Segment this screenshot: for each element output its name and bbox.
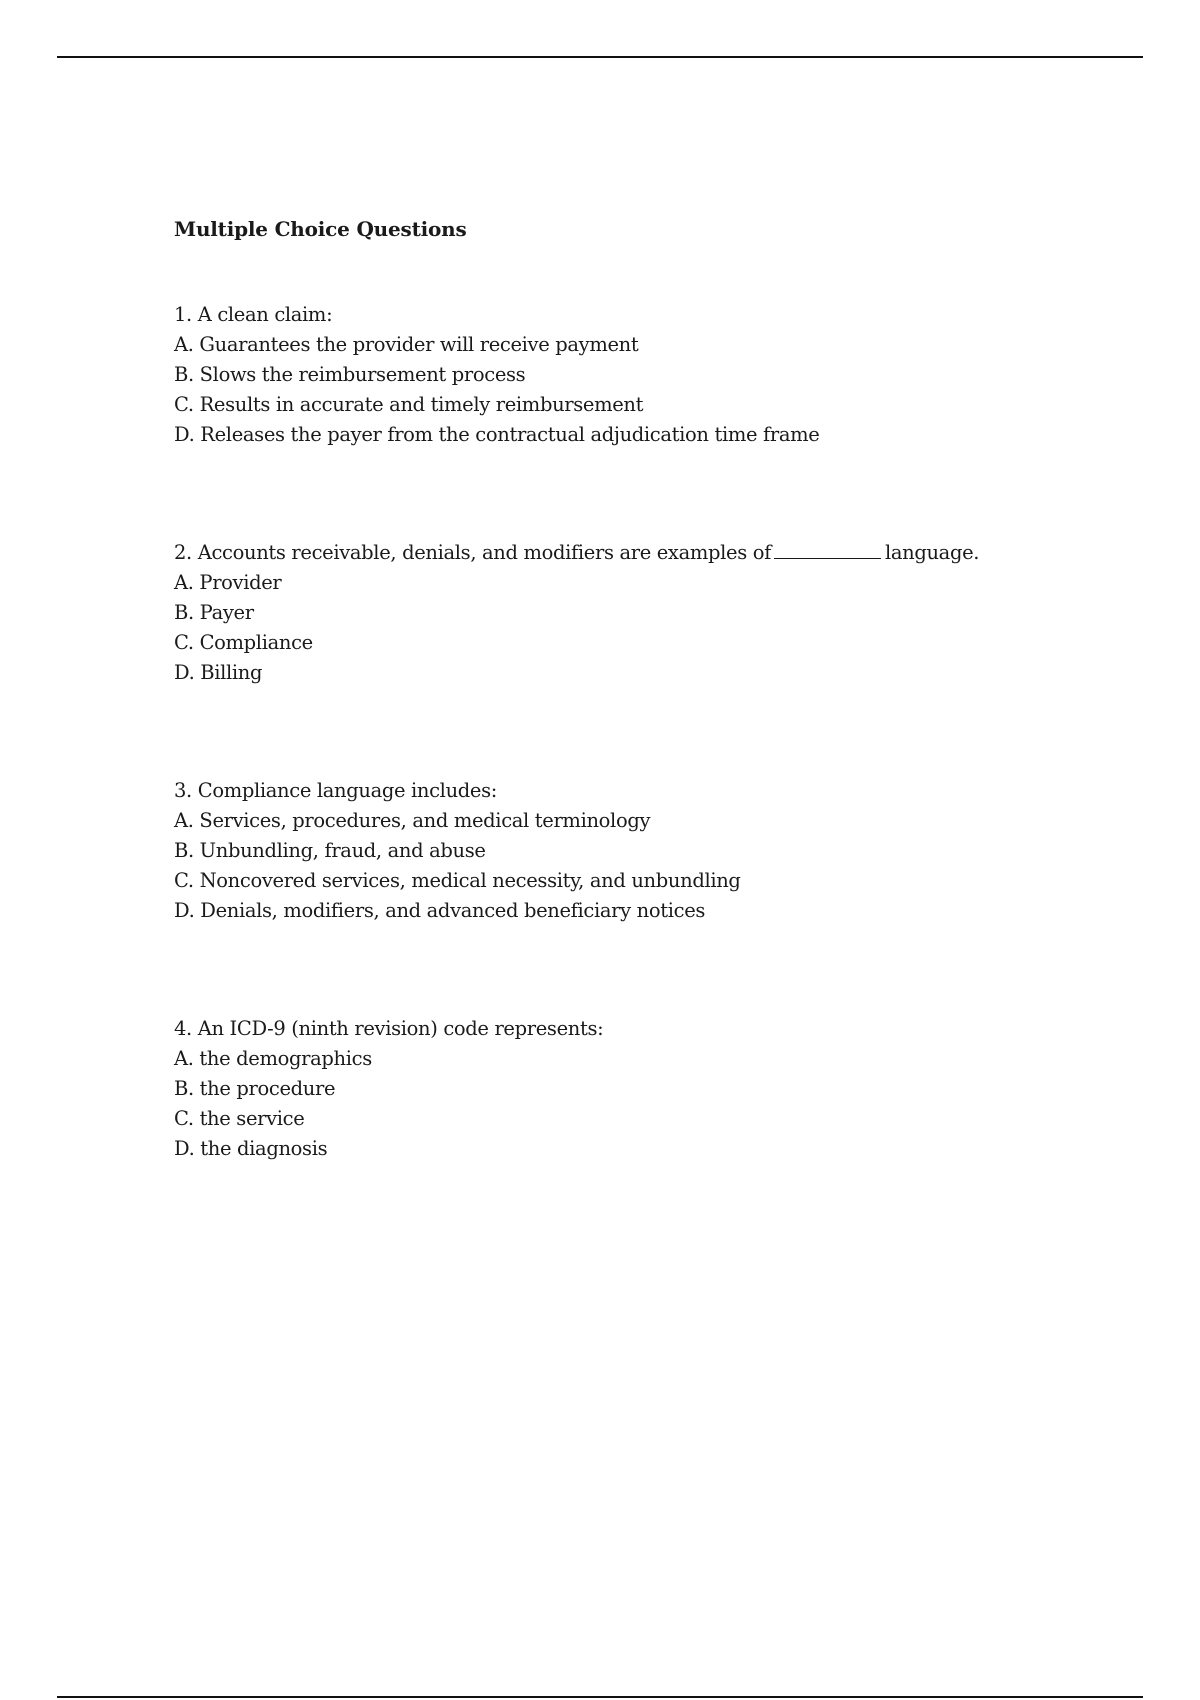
- question-4: [174, 1014, 603, 1164]
- answer-option-b: B. Unbundling, fraud, and abuse: [174, 839, 486, 862]
- question-3: [174, 776, 741, 926]
- answer-option-d: D. Billing: [174, 661, 263, 684]
- page-bottom-rule: [57, 1696, 1143, 1698]
- answer-option-b: B. the procedure: [174, 1077, 336, 1100]
- page-top-rule: [57, 56, 1143, 58]
- answer-option-a: A. Services, procedures, and medical terminology: [174, 809, 651, 832]
- fill-in-blank: [774, 538, 881, 559]
- answer-option-b: B. Slows the reimbursement process: [174, 363, 526, 386]
- answer-option-c: C. the service: [174, 1107, 305, 1130]
- answer-option-a: A. the demographics: [174, 1047, 372, 1070]
- answer-option-b: B. Payer: [174, 601, 254, 624]
- question-stem: [174, 538, 979, 568]
- question-stem-before-blank: 2. Accounts receivable, denials, and modifiers are examples of: [174, 541, 771, 564]
- answer-option-d: D. Releases the payer from the contractual adjudication time frame: [174, 423, 820, 446]
- answer-option-a: A. Guarantees the provider will receive payment: [174, 333, 639, 356]
- answer-option-c: C. Results in accurate and timely reimbursement: [174, 393, 644, 416]
- page-heading: Multiple Choice Questions: [174, 217, 467, 241]
- question-stem-after-blank: language.: [884, 541, 980, 564]
- answer-option-a: A. Provider: [174, 571, 282, 594]
- answer-option-d: D. Denials, modifiers, and advanced beneficiary notices: [174, 899, 706, 922]
- question-stem: 4. An ICD-9 (ninth revision) code represents:: [174, 1017, 604, 1040]
- answer-option-c: C. Compliance: [174, 631, 313, 654]
- question-1: [174, 300, 819, 450]
- question-stem: 1. A clean claim:: [174, 303, 333, 326]
- question-2: [174, 538, 979, 688]
- answer-option-d: D. the diagnosis: [174, 1137, 328, 1160]
- question-stem: 3. Compliance language includes:: [174, 779, 497, 802]
- answer-option-c: C. Noncovered services, medical necessity, and unbundling: [174, 869, 741, 892]
